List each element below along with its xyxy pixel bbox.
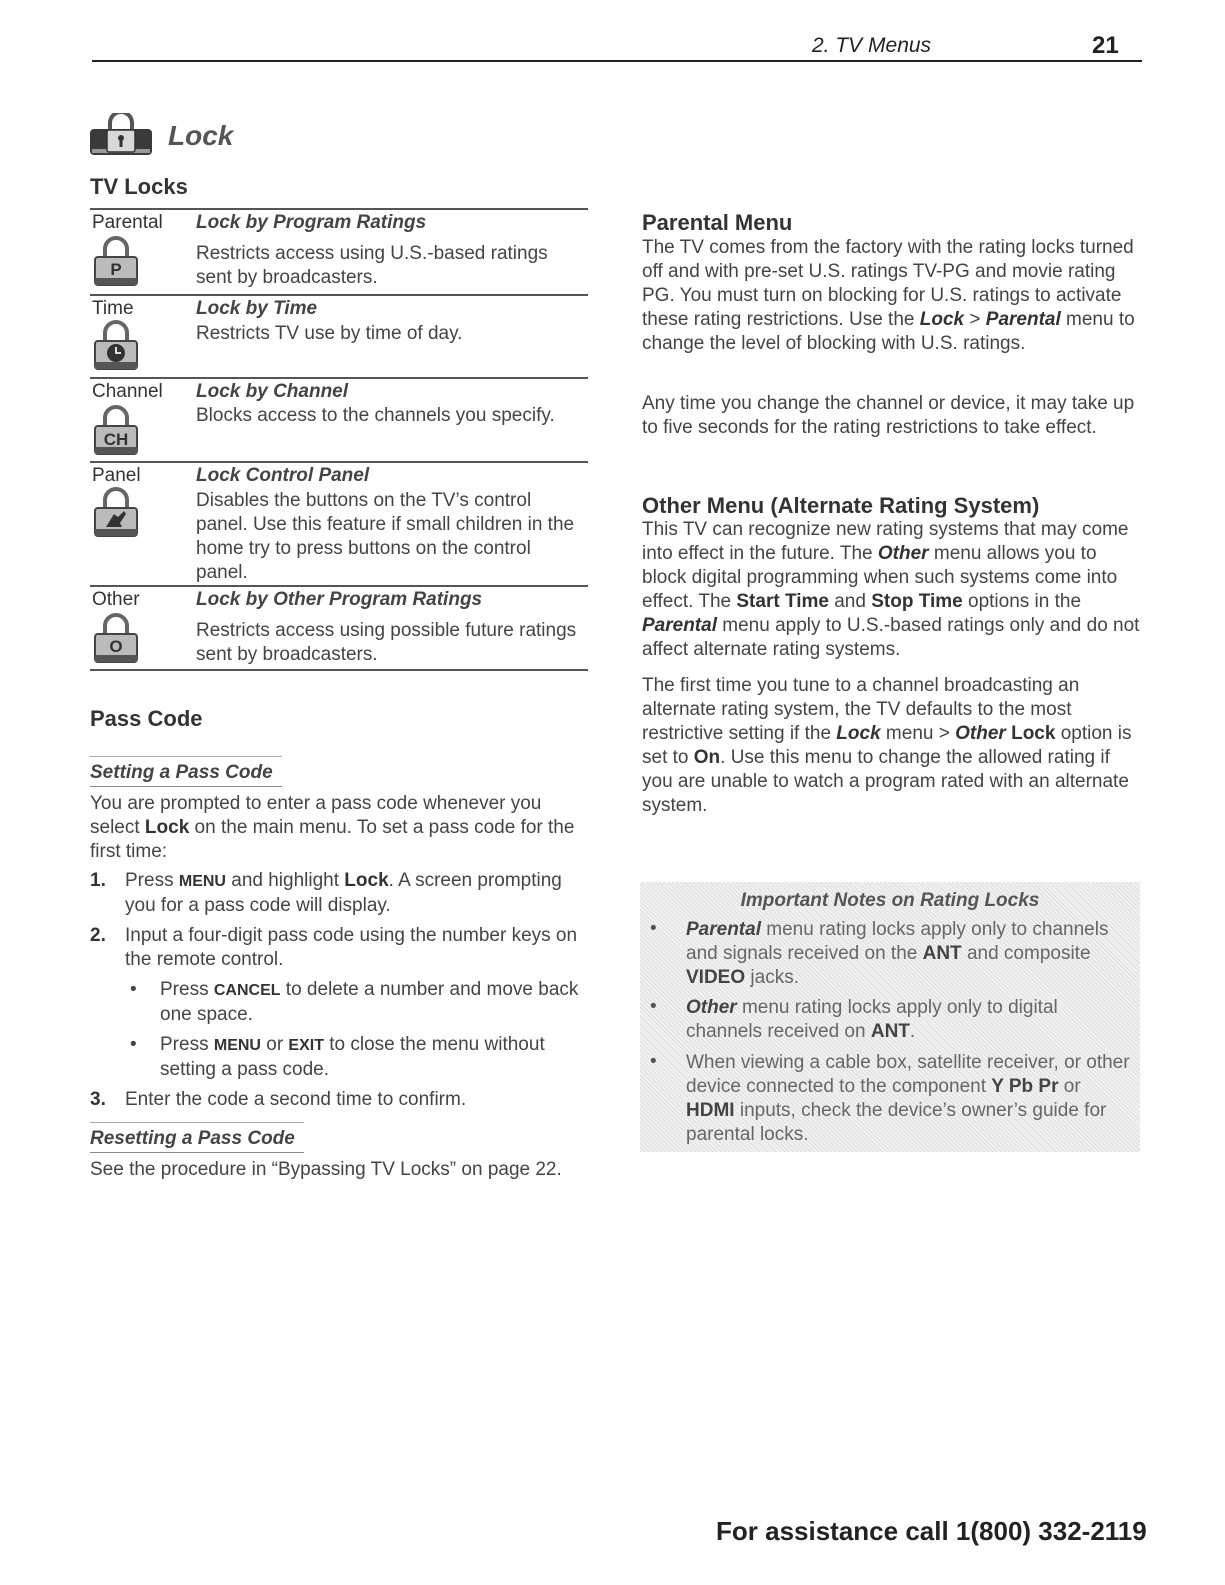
lock-row-description: Restricts access using possible future ratings sent by broadcasters.	[196, 620, 577, 665]
on-keyword: On	[693, 747, 721, 768]
padlock-o-icon	[92, 613, 140, 665]
cancel-key: CANCEL	[213, 982, 281, 999]
other-keyword: Other	[955, 723, 1006, 744]
note-item	[640, 996, 1130, 1044]
padlock-p-icon	[92, 236, 140, 288]
badge-text: P	[110, 260, 122, 279]
text: to close the menu without setting a pass code.	[160, 1034, 545, 1080]
badge-text: CH	[103, 430, 129, 449]
text: inputs, check the device’s owner’s guide for parental locks.	[686, 1100, 1107, 1145]
lock-keyword: Lock	[836, 723, 881, 744]
ant-keyword: ANT	[922, 943, 962, 964]
text: The TV comes from the factory with the rating locks turned off and with pre-set U.S. ratings TV-PG and movie rating PG. You must turn on blocking for U.S. ratings to activate these rating restrictions. Use the	[642, 237, 1134, 330]
parental-menu-paragraph	[642, 236, 1142, 356]
chapter-title: 2. TV Menus	[812, 34, 932, 57]
lock-row-description: Blocks access to the channels you specify.	[196, 405, 555, 426]
video-keyword: VIDEO	[686, 967, 746, 988]
lock-row-channel	[90, 377, 588, 461]
other-keyword: Other	[686, 997, 737, 1018]
lock-row-title: Lock Control Panel	[196, 465, 370, 486]
subhead-rule	[90, 756, 282, 757]
text: and highlight	[225, 870, 345, 891]
resetting-text: See the procedure in “Bypassing TV Locks” on page 22.	[90, 1159, 562, 1180]
text: Press	[160, 1034, 214, 1055]
bullet-menu-exit	[90, 1033, 590, 1082]
stop-time-keyword: Stop Time	[871, 591, 963, 612]
subhead-underline	[90, 1152, 304, 1153]
padlock-icon	[90, 113, 152, 155]
lock-row-parental	[90, 208, 588, 294]
lock-row-title: Lock by Time	[196, 298, 318, 319]
lock-row-panel	[90, 461, 588, 585]
text: on the main menu. To set a pass code for the first time:	[90, 817, 575, 862]
step-number: 3.	[90, 1089, 106, 1110]
page-number: 21	[1092, 32, 1119, 59]
setting-intro	[90, 792, 585, 864]
text: option is set to	[642, 723, 1132, 768]
step-number: 2.	[90, 925, 106, 946]
lock-keyword: Lock	[1005, 723, 1056, 744]
exit-key: EXIT	[288, 1037, 324, 1054]
note-item	[640, 918, 1130, 990]
note-item	[640, 1051, 1130, 1147]
text: Press	[160, 979, 214, 1000]
lock-row-other	[90, 585, 588, 671]
text: options in the	[962, 591, 1082, 612]
text: Enter the code a second time to confirm.	[125, 1089, 467, 1110]
text: The first time you tune to a channel broadcasting an alternate rating system, the TV defaults to the most restrictive setting if the	[642, 675, 1080, 744]
start-time-keyword: Start Time	[736, 591, 829, 612]
text: >	[964, 309, 986, 330]
resetting-pass-code-subheading: Resetting a Pass Code	[90, 1128, 295, 1149]
text: menu to change the level of blocking with U.S. ratings.	[642, 309, 1135, 354]
step-number: 1.	[90, 870, 106, 891]
text: or	[260, 1034, 289, 1055]
tv-locks-heading: TV Locks	[90, 174, 188, 199]
text: . A screen prompting you for a pass code will display.	[125, 870, 562, 916]
text: menu rating locks apply only to channels and signals received on the	[686, 919, 1109, 964]
lock-keyword: Lock	[344, 870, 389, 891]
text: and	[828, 591, 872, 612]
lock-row-description: Restricts TV use by time of day.	[196, 323, 463, 344]
text: menu allows you to block digital programming when such systems come into effect. The	[642, 543, 1118, 612]
other-menu-paragraph	[642, 518, 1142, 662]
lock-keyword: Lock	[919, 309, 965, 330]
padlock-clock-icon	[92, 320, 140, 372]
bullet-dot: •	[650, 996, 657, 1017]
lock-keyword: Lock	[144, 817, 190, 838]
parental-keyword: Parental	[985, 309, 1061, 330]
text: and composite	[961, 943, 1091, 964]
other-menu-paragraph-2	[642, 674, 1142, 818]
bullet-dot: •	[130, 1034, 137, 1055]
padlock-ch-icon	[92, 405, 140, 457]
lock-row-name: Panel	[92, 465, 141, 486]
bullet-dot: •	[650, 918, 657, 939]
lock-row-name: Other	[92, 589, 140, 610]
parental-keyword: Parental	[686, 919, 761, 940]
section-title: Lock	[168, 120, 234, 151]
padlock-hand-icon	[92, 487, 140, 539]
parental-menu-note: Any time you change the channel or device, it may take up to five seconds for the rating restrictions to take effect.	[642, 393, 1135, 438]
text: When viewing a cable box, satellite receiver, or other device connected to the component	[686, 1052, 1130, 1097]
other-keyword: Other	[877, 543, 929, 564]
text: Press	[125, 870, 179, 891]
lock-row-time	[90, 294, 588, 377]
other-menu-heading: Other Menu (Alternate Rating System)	[642, 493, 1040, 518]
important-notes-box	[640, 882, 1140, 1152]
text: .	[909, 1021, 916, 1042]
parental-keyword: Parental	[642, 615, 717, 636]
bullet-cancel	[90, 978, 590, 1027]
lock-row-name: Parental	[92, 212, 163, 233]
text: You are prompted to enter a pass code whenever you select	[90, 793, 542, 838]
pass-code-steps	[90, 869, 590, 1112]
text: menu >	[880, 723, 956, 744]
header-rule	[92, 60, 1142, 62]
step-2	[90, 924, 590, 972]
menu-key: MENU	[213, 1037, 261, 1054]
text: menu apply to U.S.-based ratings only and do not affect alternate rating systems.	[642, 615, 1140, 660]
ypbpr-keyword: Y Pb Pr	[991, 1076, 1059, 1097]
text: to delete a number and move back one space.	[160, 979, 579, 1025]
step-3	[90, 1088, 590, 1112]
text: jacks.	[745, 967, 799, 988]
lock-row-title: Lock by Other Program Ratings	[196, 589, 483, 610]
menu-key: MENU	[178, 873, 226, 890]
bullet-dot: •	[130, 979, 137, 1000]
tv-locks-table	[90, 208, 588, 671]
lock-row-name: Time	[92, 298, 134, 319]
setting-pass-code-subheading: Setting a Pass Code	[90, 762, 273, 783]
ant-keyword: ANT	[870, 1021, 910, 1042]
pass-code-heading: Pass Code	[90, 706, 203, 731]
text: menu rating locks apply only to digital channels received on	[686, 997, 1058, 1042]
bullet-dot: •	[650, 1051, 657, 1072]
lock-row-description: Restricts access using U.S.-based ratings sent by broadcasters.	[196, 243, 548, 288]
subhead-underline	[90, 786, 282, 787]
text: or	[1058, 1076, 1081, 1097]
lock-row-name: Channel	[92, 381, 163, 402]
text: Input a four-digit pass code using the number keys on the remote control.	[125, 925, 578, 970]
badge-text: O	[109, 637, 123, 656]
assistance-footer: For assistance call 1(800) 332-2119	[716, 1516, 1147, 1546]
hdmi-keyword: HDMI	[686, 1100, 735, 1121]
lock-row-title: Lock by Channel	[196, 381, 349, 402]
lock-row-title: Lock by Program Ratings	[196, 212, 427, 233]
notes-title: Important Notes on Rating Locks	[740, 890, 1040, 911]
step-1	[90, 869, 590, 918]
parental-menu-heading: Parental Menu	[642, 210, 793, 235]
text: This TV can recognize new rating systems that may come into effect in the future. The	[642, 519, 1129, 564]
subhead-rule	[90, 1122, 304, 1123]
text: . Use this menu to change the allowed rating if you are unable to watch a program rated with an alternate system.	[642, 747, 1129, 816]
lock-row-description: Disables the buttons on the TV’s control panel. Use this feature if small children in the home try to press buttons on the control panel.	[196, 490, 575, 583]
